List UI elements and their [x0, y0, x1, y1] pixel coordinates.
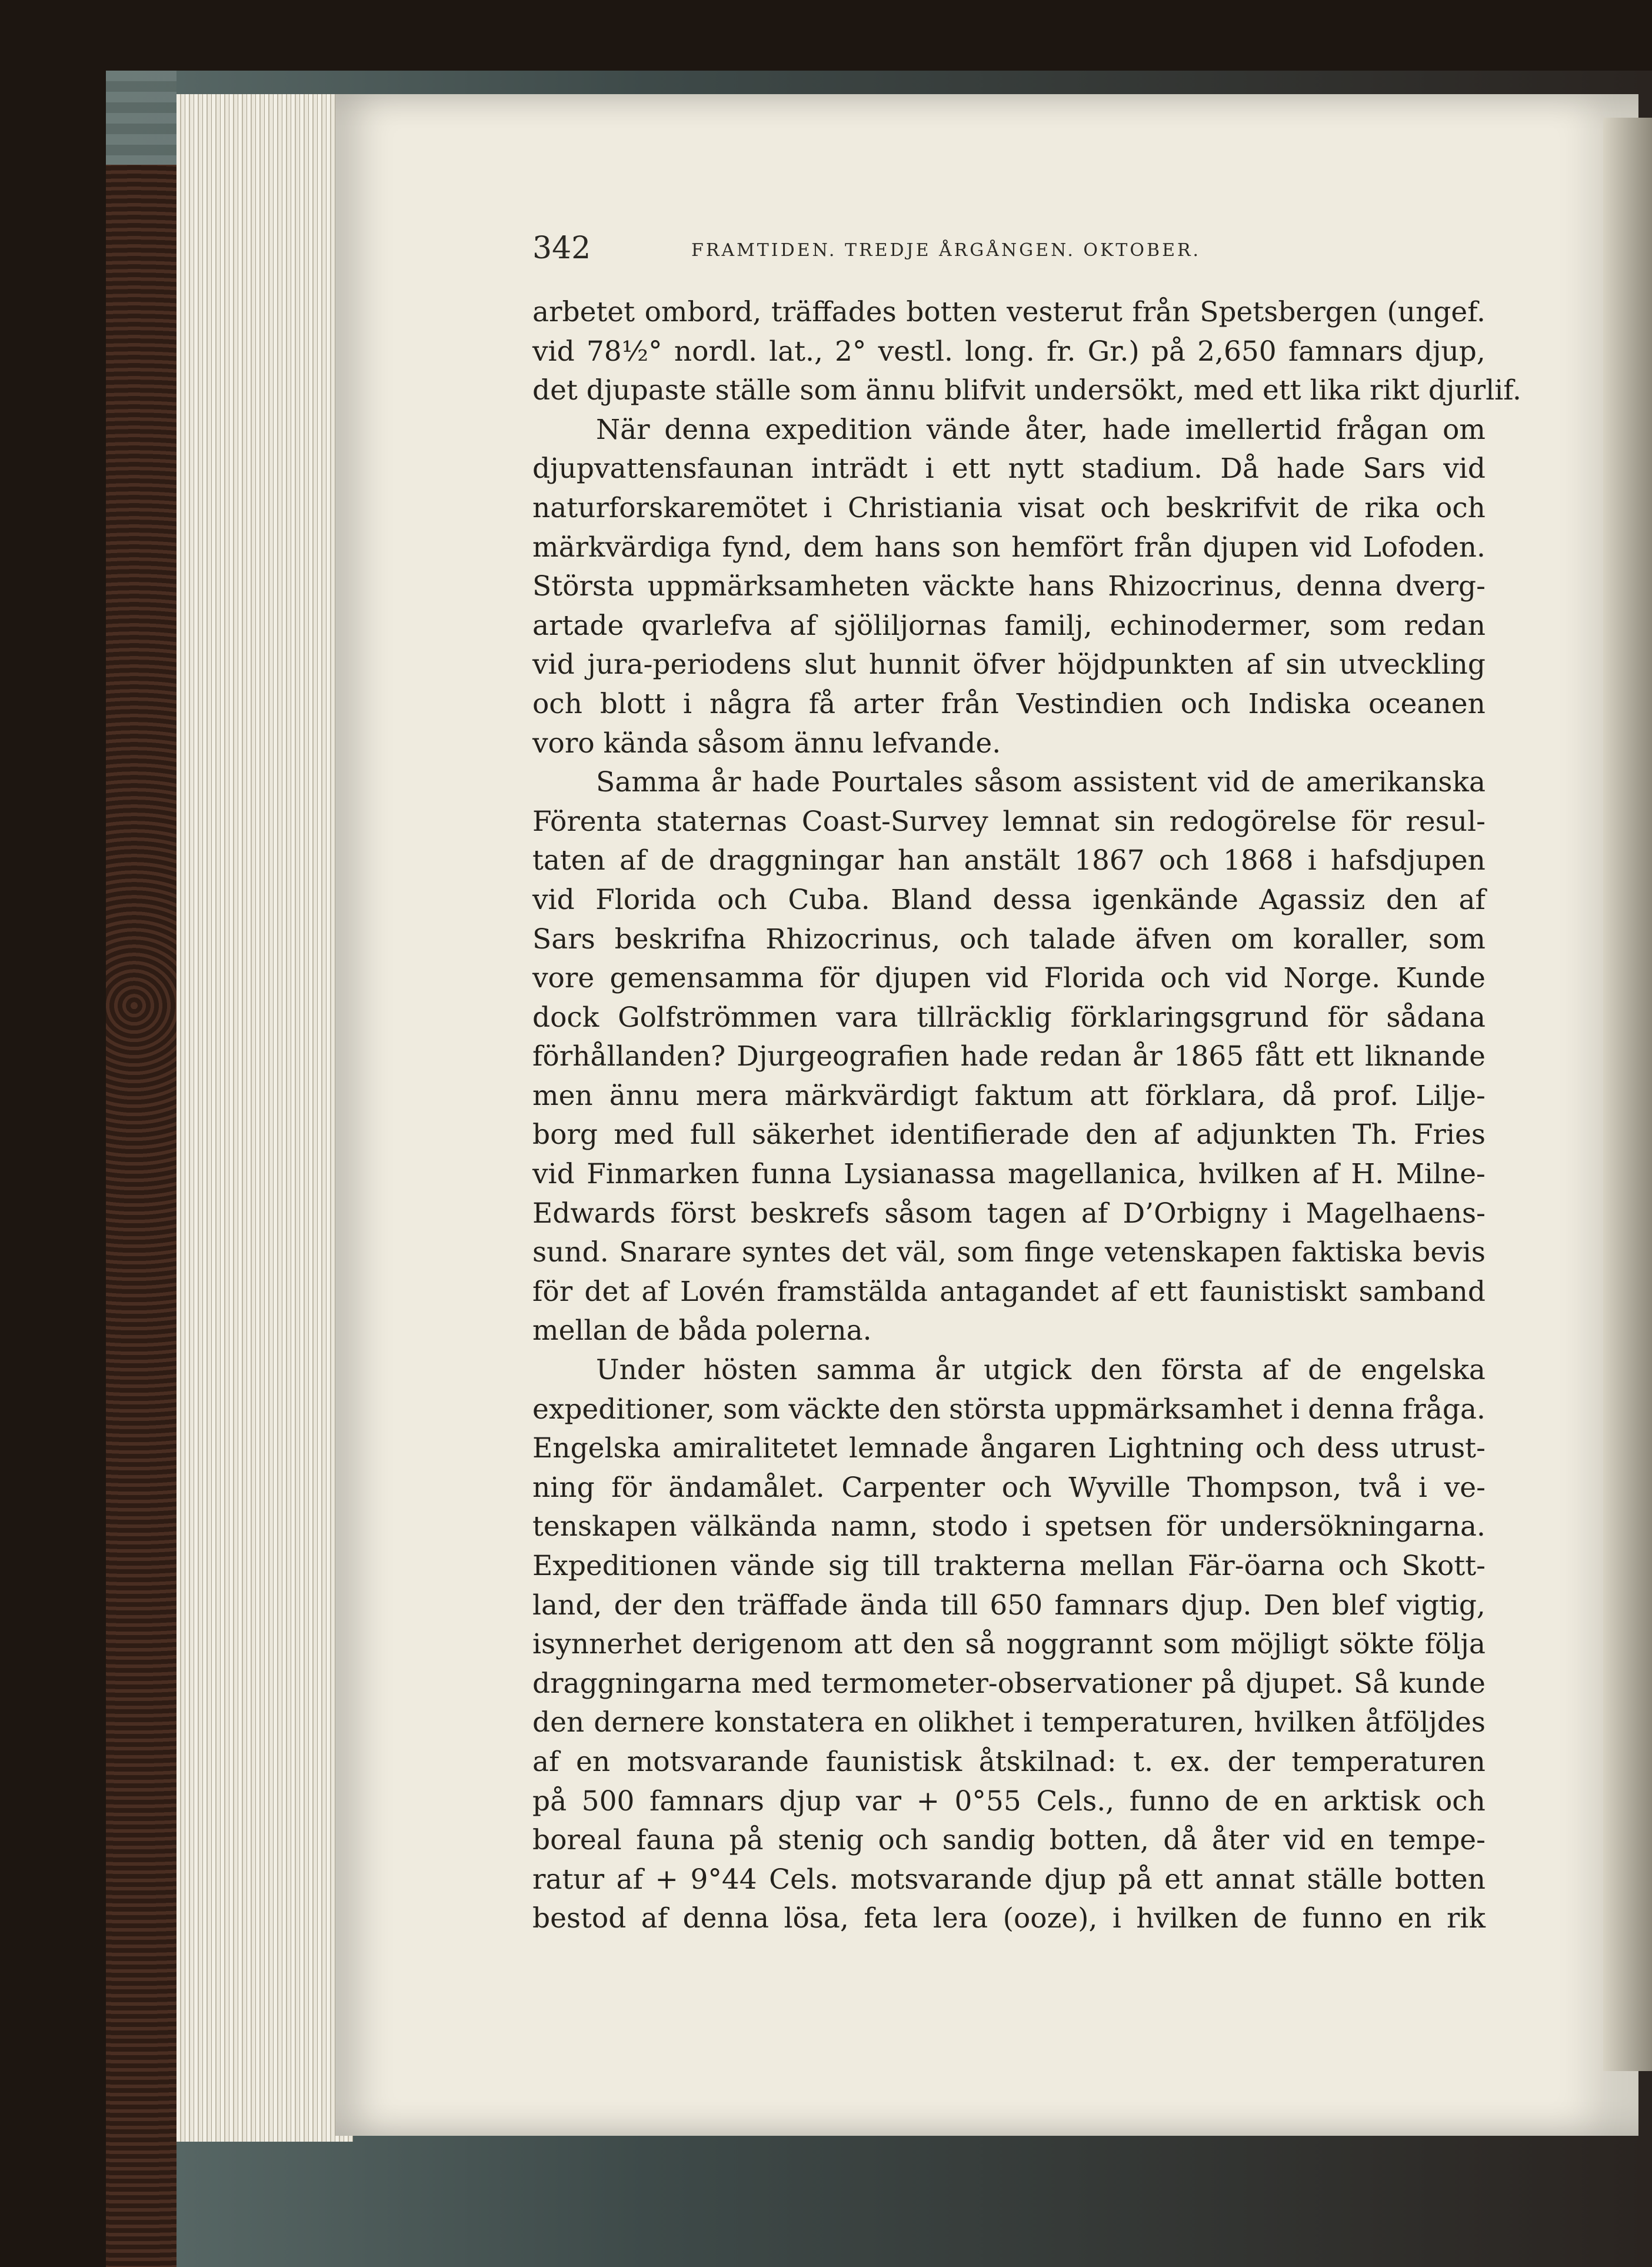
text-line: taten af de draggningar han anstält 1867 och 1868 i hafsdjupen	[532, 844, 1486, 877]
page-stack-edges	[176, 94, 353, 2142]
text-line: sund. Snarare syntes det väl, som finge vetenskapen faktiska bevis	[532, 1236, 1486, 1269]
text-line: förhållanden? Djurgeografien hade redan år 1865 fått ett liknande	[532, 1040, 1486, 1073]
text-line: voro kända såsom ännu lefvande.	[532, 727, 1001, 760]
text-line: Samma år hade Pourtales såsom assistent vid de amerikanska	[596, 766, 1486, 799]
text-line: men ännu mera märkvärdigt faktum att förklara, då prof. Lilje-	[532, 1079, 1486, 1112]
text-line: bestod af denna lösa, feta lera (ooze), i hvilken de funno en rik	[532, 1902, 1486, 1935]
text-line: Engelska amiralitetet lemnade ångaren Lightning och dess utrust-	[532, 1432, 1486, 1465]
text-line: land, der den träffade ända till 650 famnars djup. Den blef vigtig,	[532, 1589, 1486, 1622]
text-line: ning för ändamålet. Carpenter och Wyville Thompson, två i ve-	[532, 1471, 1486, 1504]
text-line: för det af Lovén framstälda antagandet af ett faunistiskt samband	[532, 1275, 1486, 1308]
text-line: vid jura-periodens slut hunnit öfver höjdpunkten af sin utveckling	[532, 648, 1486, 681]
text-line: dock Golfströmmen vara tillräcklig förklaringsgrund för sådana	[532, 1001, 1486, 1034]
text-line: När denna expedition vände åter, hade imellertid frågan om	[596, 413, 1486, 446]
text-line: vid Florida och Cuba. Bland dessa igenkände Agassiz den af	[532, 883, 1486, 916]
text-line: draggningarna med termometer-observationer på djupet. Så kunde	[532, 1667, 1486, 1700]
text-line: af en motsvarande faunistisk åtskilnad: t. ex. der temperaturen	[532, 1745, 1486, 1778]
text-line: tenskapen välkända namn, stodo i spetsen för undersökningarna.	[532, 1510, 1486, 1543]
page-number: 342	[532, 231, 591, 266]
text-line: isynnerhet derigenom att den så noggrannt som möjligt sökte följa	[532, 1628, 1486, 1661]
text-line: borg med full säkerhet identifierade den af adjunkten Th. Fries	[532, 1118, 1486, 1151]
text-line: artade qvarlefva af sjöliljornas familj, echinodermer, som redan	[532, 609, 1486, 642]
running-head: FRAMTIDEN. TREDJE ÅRGÅNGEN. OKTOBER.	[691, 240, 1201, 261]
text-line: Sars beskrifna Rhizocrinus, och talade äfven om koraller, som	[532, 923, 1486, 956]
text-line: naturforskaremötet i Christiania visat och beskrifvit de rika och	[532, 491, 1486, 524]
text-line: Expeditionen vände sig till trakterna mellan Fär-öarna och Skott-	[532, 1550, 1486, 1582]
text-line: ratur af + 9°44 Cels. motsvarande djup på ett annat ställe botten	[532, 1863, 1486, 1896]
text-line: Största uppmärksamheten väckte hans Rhizocrinus, denna dverg-	[532, 570, 1486, 603]
text-line: arbetet ombord, träffades botten vesterut från Spetsbergen (ungef.	[532, 296, 1486, 328]
text-line: boreal fauna på stenig och sandig botten, då åter vid en tempe-	[532, 1824, 1486, 1857]
text-line: expeditioner, som väckte den största uppmärksamhet i denna fråga.	[532, 1393, 1486, 1426]
text-line: vid Finmarken funna Lysianassa magellanica, hvilken af H. Milne-	[532, 1158, 1486, 1191]
page-gutter-shadow	[1603, 118, 1652, 2071]
text-line: Edwards först beskrefs såsom tagen af D’Orbigny i Magelhaens-	[532, 1197, 1486, 1230]
text-line: märkvärdiga fynd, dem hans son hemfört från djupen vid Lofoden.	[532, 531, 1486, 564]
text-line: vid 78½° nordl. lat., 2° vestl. long. fr. Gr.) på 2,650 famnars djup,	[532, 335, 1486, 368]
text-line: och blott i några få arter från Vestindien och Indiska oceanen	[532, 687, 1486, 720]
text-line: Under hösten samma år utgick den första af de engelska	[596, 1354, 1486, 1387]
body-text	[532, 293, 1521, 1939]
text-line: på 500 famnars djup var + 0°55 Cels., funno de en arktisk och	[532, 1785, 1486, 1817]
text-line: vore gemensamma för djupen vid Florida och vid Norge. Kunde	[532, 962, 1486, 995]
text-line: det djupaste ställe som ännu blifvit undersökt, med ett lika rikt djurlif.	[532, 374, 1521, 407]
text-line: djupvattensfaunan inträdt i ett nytt stadium. Då hade Sars vid	[532, 452, 1486, 485]
book-cover-leather	[106, 165, 176, 2267]
text-line: mellan de båda polerna.	[532, 1314, 872, 1347]
page-header	[532, 231, 1486, 272]
text-line: den dernere konstatera en olikhet i temperaturen, hvilken åtföljdes	[532, 1706, 1486, 1739]
text-line: Förenta staternas Coast-Survey lemnat sin redogörelse för resul-	[532, 805, 1486, 838]
